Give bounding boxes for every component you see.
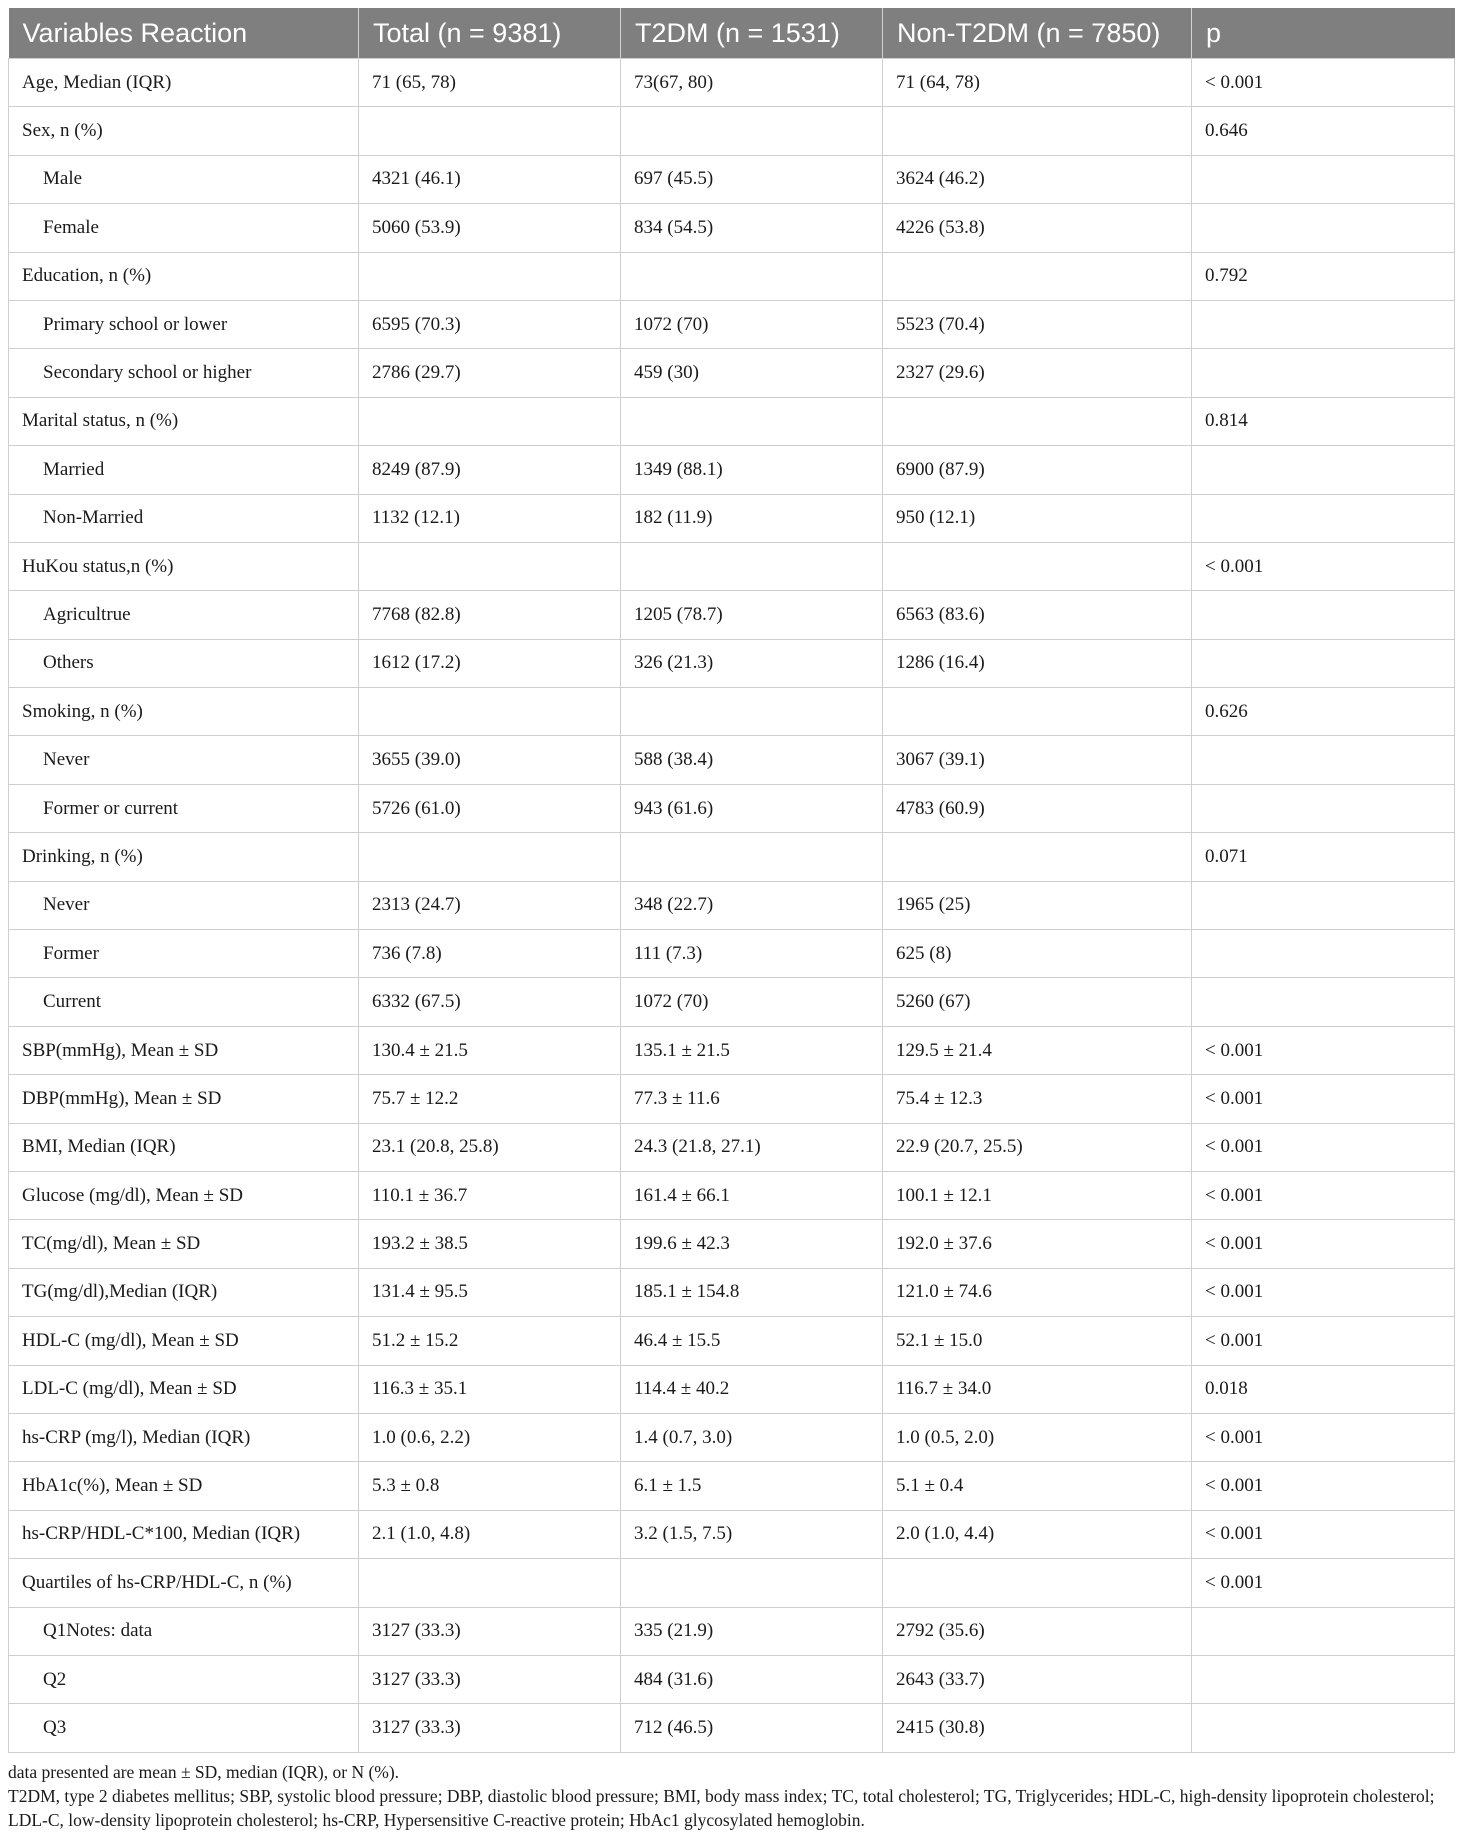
cell-p-value [1192,1655,1455,1703]
cell-p-value [1192,494,1455,542]
cell-t2dm [621,107,883,155]
cell-p-value [1192,978,1455,1026]
cell-t2dm: 348 (22.7) [621,881,883,929]
cell-non-t2dm: 6563 (83.6) [883,591,1192,639]
table-header [9,8,1455,59]
cell-total [359,542,621,590]
cell-p-value: 0.792 [1192,252,1455,300]
cell-variable: Secondary school or higher [9,349,359,397]
cell-p-value: 0.814 [1192,397,1455,445]
cell-total: 110.1 ± 36.7 [359,1171,621,1219]
cell-p-value: < 0.001 [1192,1268,1455,1316]
cell-variable: Former [9,930,359,978]
cell-total: 3127 (33.3) [359,1655,621,1703]
cell-t2dm: 114.4 ± 40.2 [621,1365,883,1413]
cell-t2dm: 185.1 ± 154.8 [621,1268,883,1316]
cell-t2dm: 1072 (70) [621,978,883,1026]
cell-t2dm: 77.3 ± 11.6 [621,1075,883,1123]
cell-non-t2dm: 1965 (25) [883,881,1192,929]
header-t2dm: T2DM (n = 1531) [621,8,883,59]
cell-non-t2dm: 5260 (67) [883,978,1192,1026]
cell-total: 130.4 ± 21.5 [359,1026,621,1074]
cell-total: 4321 (46.1) [359,155,621,203]
table-row [9,1365,1455,1413]
cell-non-t2dm: 6900 (87.9) [883,446,1192,494]
cell-p-value: < 0.001 [1192,542,1455,590]
cell-p-value: < 0.001 [1192,1462,1455,1510]
cell-total [359,107,621,155]
cell-variable: HDL-C (mg/dl), Mean ± SD [9,1317,359,1365]
cell-t2dm: 135.1 ± 21.5 [621,1026,883,1074]
table-footnotes [8,1760,1454,1832]
cell-non-t2dm: 625 (8) [883,930,1192,978]
table-row [9,300,1455,348]
footnote-data-presented: data presented are mean ± SD, median (IQR), or N (%). [8,1762,400,1782]
cell-t2dm: 712 (46.5) [621,1704,883,1752]
cell-t2dm [621,1559,883,1607]
cell-non-t2dm: 1286 (16.4) [883,639,1192,687]
cell-variable: LDL-C (mg/dl), Mean ± SD [9,1365,359,1413]
cell-non-t2dm [883,397,1192,445]
cell-total: 75.7 ± 12.2 [359,1075,621,1123]
cell-non-t2dm: 116.7 ± 34.0 [883,1365,1192,1413]
cell-variable: Former or current [9,784,359,832]
table-row [9,1559,1455,1607]
cell-non-t2dm: 71 (64, 78) [883,59,1192,107]
cell-total [359,833,621,881]
cell-variable: Non-Married [9,494,359,542]
table-row [9,1075,1455,1123]
cell-variable: Age, Median (IQR) [9,59,359,107]
cell-t2dm: 24.3 (21.8, 27.1) [621,1123,883,1171]
table-row [9,204,1455,252]
cell-non-t2dm: 2643 (33.7) [883,1655,1192,1703]
table-row [9,833,1455,881]
cell-total: 1612 (17.2) [359,639,621,687]
cell-non-t2dm [883,542,1192,590]
cell-total: 116.3 ± 35.1 [359,1365,621,1413]
cell-p-value [1192,784,1455,832]
cell-p-value [1192,881,1455,929]
cell-t2dm: 834 (54.5) [621,204,883,252]
table-row [9,591,1455,639]
cell-t2dm: 73(67, 80) [621,59,883,107]
table-row [9,688,1455,736]
table-row [9,542,1455,590]
cell-t2dm: 459 (30) [621,349,883,397]
cell-non-t2dm: 129.5 ± 21.4 [883,1026,1192,1074]
baseline-characteristics-table [8,8,1455,1753]
cell-non-t2dm: 100.1 ± 12.1 [883,1171,1192,1219]
cell-total [359,1559,621,1607]
cell-p-value [1192,591,1455,639]
cell-total: 5726 (61.0) [359,784,621,832]
cell-total: 51.2 ± 15.2 [359,1317,621,1365]
table-row [9,1510,1455,1558]
header-total: Total (n = 9381) [359,8,621,59]
cell-p-value: 0.626 [1192,688,1455,736]
table-row [9,978,1455,1026]
cell-p-value: < 0.001 [1192,1220,1455,1268]
cell-p-value [1192,930,1455,978]
table-row [9,155,1455,203]
cell-total: 5060 (53.9) [359,204,621,252]
cell-variable: TC(mg/dl), Mean ± SD [9,1220,359,1268]
cell-t2dm: 1349 (88.1) [621,446,883,494]
table-row [9,1171,1455,1219]
table-row [9,1655,1455,1703]
cell-total: 2313 (24.7) [359,881,621,929]
cell-p-value: < 0.001 [1192,1559,1455,1607]
table-row [9,252,1455,300]
table-row [9,881,1455,929]
cell-t2dm: 1.4 (0.7, 3.0) [621,1413,883,1461]
cell-variable: Current [9,978,359,1026]
cell-total [359,252,621,300]
table-body [9,59,1455,1753]
cell-p-value [1192,639,1455,687]
cell-p-value: 0.071 [1192,833,1455,881]
cell-variable: Never [9,736,359,784]
cell-total: 2.1 (1.0, 4.8) [359,1510,621,1558]
cell-non-t2dm: 2.0 (1.0, 4.4) [883,1510,1192,1558]
cell-p-value: < 0.001 [1192,1026,1455,1074]
cell-t2dm: 335 (21.9) [621,1607,883,1655]
cell-non-t2dm: 121.0 ± 74.6 [883,1268,1192,1316]
cell-variable: Married [9,446,359,494]
cell-p-value: 0.018 [1192,1365,1455,1413]
cell-t2dm: 3.2 (1.5, 7.5) [621,1510,883,1558]
cell-non-t2dm: 2327 (29.6) [883,349,1192,397]
cell-p-value [1192,446,1455,494]
cell-total: 5.3 ± 0.8 [359,1462,621,1510]
cell-variable: Agricultrue [9,591,359,639]
cell-variable: Glucose (mg/dl), Mean ± SD [9,1171,359,1219]
cell-p-value [1192,1607,1455,1655]
cell-p-value: < 0.001 [1192,1075,1455,1123]
cell-p-value [1192,204,1455,252]
cell-non-t2dm: 5523 (70.4) [883,300,1192,348]
cell-variable: Smoking, n (%) [9,688,359,736]
footnote-abbreviations: T2DM, type 2 diabetes mellitus; SBP, systolic blood pressure; DBP, diastolic blood pressure; BMI, body mass index; TC, total cholesterol; TG, Triglycerides; HDL-C, high-density lipoprotein cholesterol; LDL-C, low-density lipoprotein cholesterol; hs-CRP, Hypersensitive C-reactive protein; HbAc1 glycosylated hemoglobin. [8,1786,1435,1830]
cell-total: 1132 (12.1) [359,494,621,542]
cell-non-t2dm: 192.0 ± 37.6 [883,1220,1192,1268]
cell-t2dm: 161.4 ± 66.1 [621,1171,883,1219]
cell-non-t2dm: 2792 (35.6) [883,1607,1192,1655]
table-row [9,494,1455,542]
cell-t2dm: 111 (7.3) [621,930,883,978]
cell-variable: HbA1c(%), Mean ± SD [9,1462,359,1510]
cell-total: 736 (7.8) [359,930,621,978]
cell-total: 3127 (33.3) [359,1607,621,1655]
table-row [9,1462,1455,1510]
cell-variable: SBP(mmHg), Mean ± SD [9,1026,359,1074]
header-row [9,8,1455,59]
table-row [9,1123,1455,1171]
cell-non-t2dm [883,1559,1192,1607]
table-row [9,1607,1455,1655]
cell-p-value: < 0.001 [1192,1171,1455,1219]
table-row [9,1220,1455,1268]
cell-variable: Never [9,881,359,929]
header-variables: Variables Reaction [9,8,359,59]
cell-total: 3127 (33.3) [359,1704,621,1752]
table-row [9,107,1455,155]
cell-variable: TG(mg/dl),Median (IQR) [9,1268,359,1316]
table-row [9,349,1455,397]
cell-t2dm: 182 (11.9) [621,494,883,542]
table-row [9,1413,1455,1461]
header-non-t2dm: Non-T2DM (n = 7850) [883,8,1192,59]
cell-total [359,397,621,445]
cell-variable: Education, n (%) [9,252,359,300]
cell-variable: BMI, Median (IQR) [9,1123,359,1171]
cell-t2dm: 1205 (78.7) [621,591,883,639]
cell-variable: Q1Notes: data [9,1607,359,1655]
cell-t2dm [621,688,883,736]
cell-variable: Primary school or lower [9,300,359,348]
cell-total: 8249 (87.9) [359,446,621,494]
cell-total: 131.4 ± 95.5 [359,1268,621,1316]
cell-non-t2dm: 75.4 ± 12.3 [883,1075,1192,1123]
cell-variable: hs-CRP (mg/l), Median (IQR) [9,1413,359,1461]
cell-non-t2dm: 2415 (30.8) [883,1704,1192,1752]
table-row [9,59,1455,107]
cell-p-value: < 0.001 [1192,59,1455,107]
cell-non-t2dm: 3067 (39.1) [883,736,1192,784]
cell-t2dm [621,397,883,445]
cell-non-t2dm: 4226 (53.8) [883,204,1192,252]
cell-non-t2dm [883,688,1192,736]
cell-total: 7768 (82.8) [359,591,621,639]
cell-t2dm [621,542,883,590]
cell-non-t2dm: 5.1 ± 0.4 [883,1462,1192,1510]
cell-total: 2786 (29.7) [359,349,621,397]
cell-p-value: < 0.001 [1192,1123,1455,1171]
cell-p-value: < 0.001 [1192,1317,1455,1365]
table-row [9,639,1455,687]
cell-variable: Others [9,639,359,687]
cell-non-t2dm: 52.1 ± 15.0 [883,1317,1192,1365]
cell-total: 23.1 (20.8, 25.8) [359,1123,621,1171]
cell-non-t2dm: 1.0 (0.5, 2.0) [883,1413,1192,1461]
header-p: p [1192,8,1455,59]
table-row [9,1026,1455,1074]
cell-p-value: 0.646 [1192,107,1455,155]
cell-t2dm: 326 (21.3) [621,639,883,687]
cell-non-t2dm: 4783 (60.9) [883,784,1192,832]
table-row [9,397,1455,445]
cell-variable: Quartiles of hs-CRP/HDL-C, n (%) [9,1559,359,1607]
cell-p-value [1192,1704,1455,1752]
cell-t2dm: 484 (31.6) [621,1655,883,1703]
cell-t2dm: 697 (45.5) [621,155,883,203]
table-row [9,1268,1455,1316]
cell-non-t2dm [883,107,1192,155]
cell-total: 3655 (39.0) [359,736,621,784]
cell-variable: Marital status, n (%) [9,397,359,445]
table-row [9,1317,1455,1365]
cell-non-t2dm: 950 (12.1) [883,494,1192,542]
cell-variable: Drinking, n (%) [9,833,359,881]
cell-p-value [1192,300,1455,348]
table-row [9,446,1455,494]
cell-t2dm [621,252,883,300]
cell-non-t2dm: 22.9 (20.7, 25.5) [883,1123,1192,1171]
table-row [9,930,1455,978]
cell-total [359,688,621,736]
cell-variable: HuKou status,n (%) [9,542,359,590]
cell-t2dm [621,833,883,881]
cell-total: 1.0 (0.6, 2.2) [359,1413,621,1461]
table-row [9,784,1455,832]
cell-variable: Q2 [9,1655,359,1703]
cell-t2dm: 1072 (70) [621,300,883,348]
cell-total: 193.2 ± 38.5 [359,1220,621,1268]
cell-t2dm: 943 (61.6) [621,784,883,832]
cell-variable: Sex, n (%) [9,107,359,155]
cell-non-t2dm [883,252,1192,300]
cell-p-value [1192,736,1455,784]
cell-total: 6595 (70.3) [359,300,621,348]
cell-t2dm: 6.1 ± 1.5 [621,1462,883,1510]
cell-variable: Q3 [9,1704,359,1752]
cell-p-value [1192,155,1455,203]
cell-t2dm: 46.4 ± 15.5 [621,1317,883,1365]
cell-non-t2dm [883,833,1192,881]
cell-total: 71 (65, 78) [359,59,621,107]
cell-p-value: < 0.001 [1192,1413,1455,1461]
cell-t2dm: 588 (38.4) [621,736,883,784]
cell-t2dm: 199.6 ± 42.3 [621,1220,883,1268]
cell-p-value: < 0.001 [1192,1510,1455,1558]
table-row [9,736,1455,784]
cell-total: 6332 (67.5) [359,978,621,1026]
cell-variable: Male [9,155,359,203]
cell-variable: Female [9,204,359,252]
cell-p-value [1192,349,1455,397]
cell-non-t2dm: 3624 (46.2) [883,155,1192,203]
cell-variable: hs-CRP/HDL-C*100, Median (IQR) [9,1510,359,1558]
table-row [9,1704,1455,1752]
cell-variable: DBP(mmHg), Mean ± SD [9,1075,359,1123]
